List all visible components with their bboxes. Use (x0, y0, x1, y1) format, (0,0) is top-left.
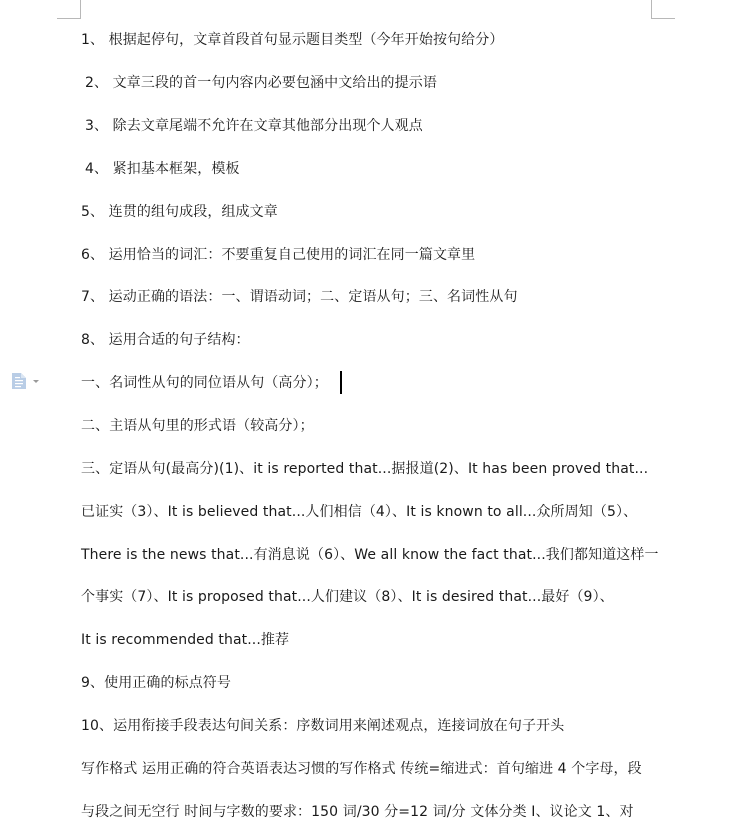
document-line: 2、 文章三段的首一句内容内必要包涵中文给出的提示语 (85, 75, 437, 91)
document-line: 3、 除去文章尾端不允许在文章其他部分出现个人观点 (85, 118, 423, 134)
document-line: 写作格式 运用正确的符合英语表达习惯的写作格式 传统=缩进式：首句缩进 4 个字母，段 (81, 761, 642, 777)
document-line: 6、 运用恰当的词汇：不要重复自己使用的词汇在同一篇文章里 (81, 247, 476, 263)
document-line: 9、使用正确的标点符号 (81, 675, 232, 691)
margin-corner-top-left (80, 0, 81, 18)
document-line: 7、 运动正确的语法：一、谓语动词；二、定语从句；三、名词性从句 (81, 289, 518, 305)
margin-corner-top-right (651, 0, 652, 18)
document-line: 二、主语从句里的形式语（较高分）； (81, 418, 314, 434)
chevron-down-icon[interactable] (33, 380, 39, 383)
document-line: 8、 运用合适的句子结构： (81, 332, 250, 348)
document-line: 三、定语从句(最高分)(1)、it is reported that...据报道(2)、It has been proved that... (81, 461, 649, 477)
margin-corner-top-left (57, 18, 81, 19)
text-cursor (340, 371, 342, 394)
paragraph-document-icon[interactable] (12, 373, 26, 389)
document-line: 1、 根据起停句，文章首段首句显示题目类型（今年开始按句给分） (81, 32, 504, 48)
document-line: 一、名词性从句的同位语从句（高分）； (81, 375, 328, 391)
document-line: There is the news that...有消息说（6）、We all know the fact that...我们都知道这样一 (81, 547, 659, 563)
margin-corner-top-right (651, 18, 675, 19)
document-line: 已证实（3）、It is believed that...人们相信（4）、It is known to all...众所周知（5）、 (81, 504, 638, 520)
document-line: 10、运用衔接手段表达句间关系：序数词用来阐述观点，连接词放在句子开头 (81, 718, 565, 734)
document-line: 个事实（7）、It is proposed that...人们建议（8）、It is desired that...最好（9）、 (81, 589, 614, 605)
document-line: 与段之间无空行 时间与字数的要求：150 词/30 分=12 词/分 文体分类 I、议论文 1、对 (81, 804, 634, 820)
document-line: 5、 连贯的组句成段，组成文章 (81, 204, 278, 220)
document-line: 4、 紧扣基本框架，模板 (85, 161, 240, 177)
document-line: It is recommended that...推荐 (81, 632, 290, 648)
